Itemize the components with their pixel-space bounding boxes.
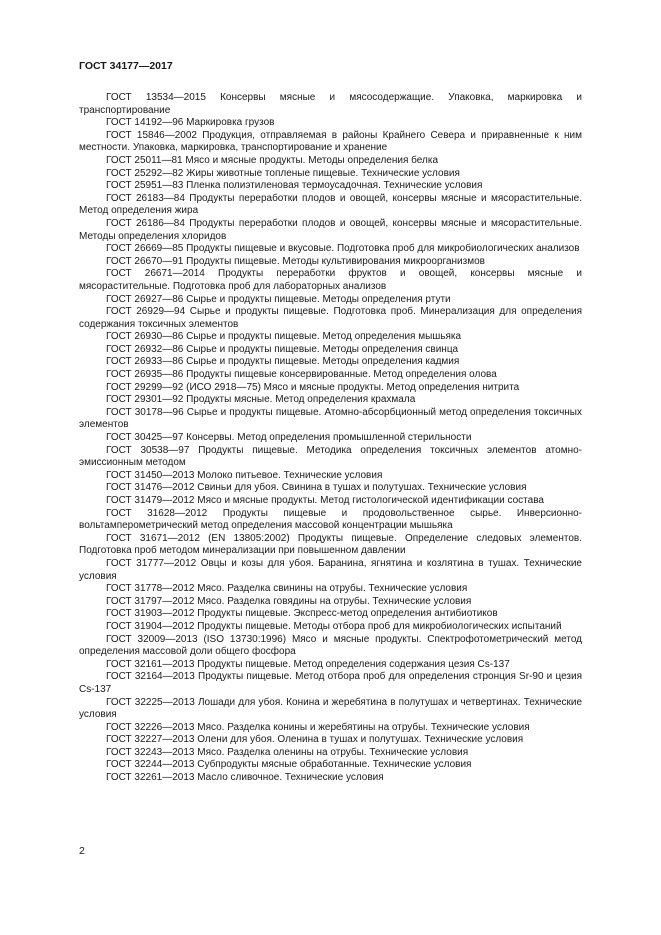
reference-item: ГОСТ 26670—91 Продукты пищевые. Методы культивирования микроорганизмов: [106, 255, 485, 267]
reference-item: ГОСТ 26669—85 Продукты пищевые и вкусовые. Подготовка проб для микробиологических анализов: [106, 243, 580, 255]
reference-item: ГОСТ 26671—2014 Продукты переработки фруктов и овощей, консервы мясные и мясорастительные. Подготовка проб для лабораторных анализов: [79, 268, 582, 292]
page-header: ГОСТ 34177—2017: [79, 60, 173, 72]
reference-item: ГОСТ 25292—82 Жиры животные топленые пищевые. Технические условия: [106, 167, 460, 179]
reference-list: [79, 92, 582, 785]
reference-item: ГОСТ 26929—94 Сырье и продукты пищевые. Подготовка проб. Минерализация для определения содержания токсичных элементов: [79, 306, 582, 330]
reference-item: ГОСТ 32161—2013 Продукты пищевые. Метод определения содержания цезия Cs-137: [106, 658, 510, 670]
page-number: 2: [79, 845, 85, 857]
reference-item: ГОСТ 32164—2013 Продукты пищевые. Метод отбора проб для определения стронция Sr-90 и цезия Cs-137: [79, 671, 582, 695]
reference-item: ГОСТ 32261—2013 Масло сливочное. Технические условия: [106, 772, 384, 784]
reference-item: ГОСТ 13534—2015 Консервы мясные и мясосодержащие. Упаковка, маркировка и транспортирование: [79, 92, 582, 116]
reference-item: ГОСТ 31450—2013 Молоко питьевое. Технические условия: [106, 469, 383, 481]
reference-item: ГОСТ 29301—92 Продукты мясные. Метод определения крахмала: [106, 394, 416, 406]
reference-item: ГОСТ 26933—86 Сырье и продукты пищевые. Методы определения кадмия: [106, 356, 460, 368]
reference-item: ГОСТ 15846—2002 Продукция, отправляемая в районы Крайнего Севера и приравненные к ним местности. Упаковка, маркировка, транспортирование и хранение: [79, 129, 582, 154]
reference-item: ГОСТ 32009—2013 (ISO 13730:1996) Мясо и мясные продукты. Спектрофотометрический метод определения массовой доли общего фосфора: [79, 633, 582, 658]
reference-item: ГОСТ 26932—86 Сырье и продукты пищевые. Методы определения свинца: [106, 343, 459, 355]
reference-item: ГОСТ 26183—84 Продукты переработки плодов и овощей, консервы мясные и мясорастительные. Метод определения жира: [79, 192, 582, 217]
reference-item: ГОСТ 30178—96 Сырье и продукты пищевые. Атомно-абсорбционный метод определения токсичных элементов: [79, 406, 582, 431]
reference-item: ГОСТ 32243—2013 Мясо. Разделка оленины на отрубы. Технические условия: [106, 746, 469, 758]
reference-item: ГОСТ 32244—2013 Субпродукты мясные обработанные. Технические условия: [106, 759, 472, 771]
reference-item: ГОСТ 31797—2012 Мясо. Разделка говядины на отрубы. Технические условия: [106, 595, 472, 607]
reference-item: ГОСТ 31778—2012 Мясо. Разделка свинины на отрубы. Технические условия: [106, 583, 468, 595]
reference-item: ГОСТ 26927—86 Сырье и продукты пищевые. Методы определения ртути: [106, 293, 451, 305]
reference-item: ГОСТ 32226—2013 Мясо. Разделка конины и жеребятины на отрубы. Технические условия: [106, 721, 530, 733]
reference-item: ГОСТ 30538—97 Продукты пищевые. Методика определения токсичных элементов атомно-эмиссионным методом: [79, 444, 582, 469]
reference-item: ГОСТ 32227—2013 Олени для убоя. Оленина в тушах и полутушах. Технические условия: [106, 734, 524, 746]
reference-item: ГОСТ 14192—96 Маркировка грузов: [106, 117, 275, 129]
reference-item: ГОСТ 31628—2012 Продукты пищевые и продовольственное сырье. Инверсионно-вольтамперометрический метод определения массовой концентрации мышьяка: [79, 507, 582, 532]
reference-item: ГОСТ 25951—83 Пленка полиэтиленовая термоусадочная. Технические условия: [106, 180, 483, 192]
reference-item: ГОСТ 26935—86 Продукты пищевые консервированные. Метод определения олова: [106, 369, 497, 381]
reference-item: ГОСТ 29299—92 (ИСО 2918—75) Мясо и мясные продукты. Метод определения нитрита: [106, 381, 520, 393]
reference-item: ГОСТ 32225—2013 Лошади для убоя. Конина и жеребятина в полутушах и четвертинах. Технические условия: [79, 696, 582, 721]
reference-item: ГОСТ 30425—97 Консервы. Метод определения промышленной стерильности: [106, 432, 472, 444]
reference-item: ГОСТ 31671—2012 (EN 13805:2002) Продукты пищевые. Определение следовых элементов. Подготовка проб методом минерализации при повышенном давлении: [79, 532, 582, 557]
reference-item: ГОСТ 31777—2012 Овцы и козы для убоя. Баранина, ягнятина и козлятина в тушах. Технические условия: [79, 557, 582, 582]
reference-item: ГОСТ 31479—2012 Мясо и мясные продукты. Метод гистологической идентификации состава: [106, 495, 544, 506]
reference-item: ГОСТ 31903—2012 Продукты пищевые. Экспресс-метод определения антибиотиков: [106, 608, 498, 620]
reference-item: ГОСТ 25011—81 Мясо и мясные продукты. Методы определения белка: [106, 154, 439, 166]
reference-item: ГОСТ 26930—86 Сырье и продукты пищевые. Метод определения мышьяка: [106, 331, 462, 343]
reference-item: ГОСТ 26186—84 Продукты переработки плодов и овощей, консервы мясные и мясорастительные. Методы определения хлоридов: [79, 217, 582, 242]
reference-item: ГОСТ 31904—2012 Продукты пищевые. Методы отбора проб для микробиологических испытаний: [106, 620, 562, 632]
reference-item: ГОСТ 31476—2012 Свиньи для убоя. Свинина в тушах и полутушах. Технические условия: [106, 482, 527, 494]
